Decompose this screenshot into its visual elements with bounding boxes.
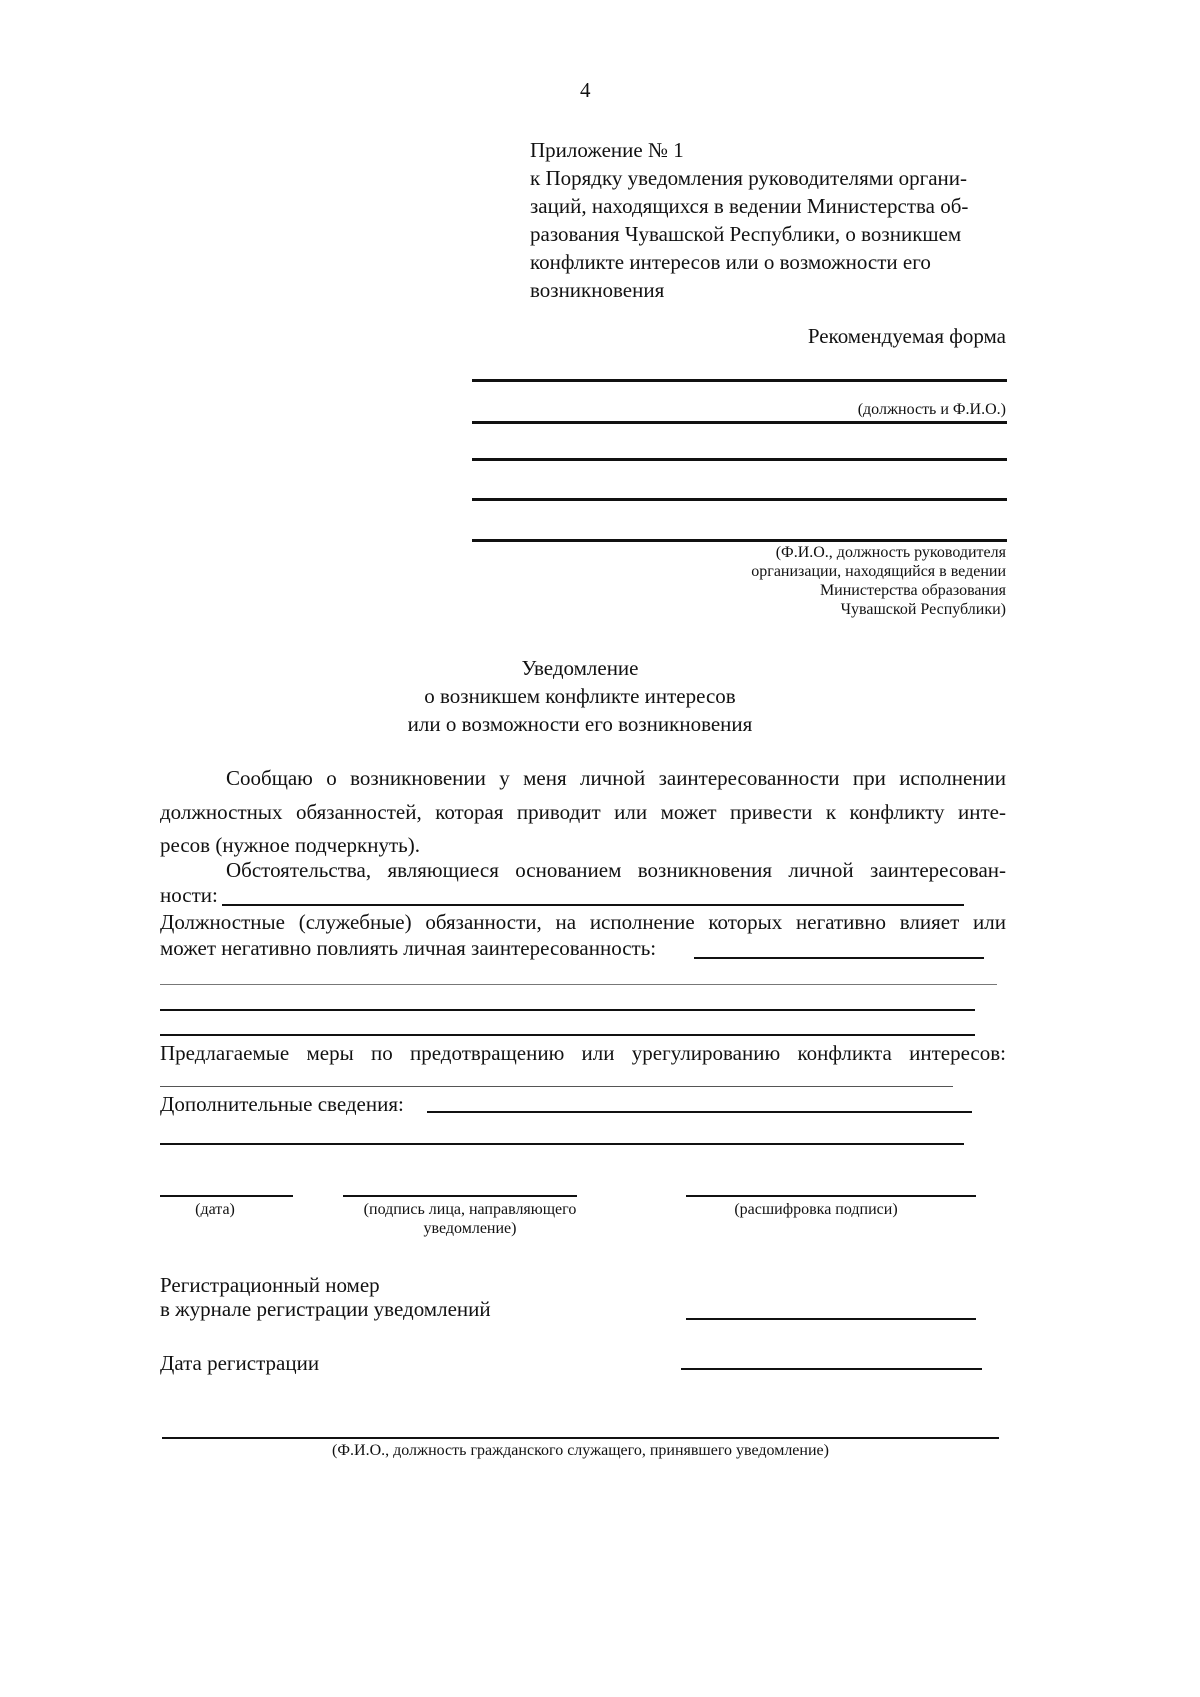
- sender-line-3: [472, 539, 1007, 542]
- registration-number-label: в журнале регистрации уведомлений: [160, 1297, 491, 1321]
- date-signature-line: [160, 1195, 293, 1197]
- title-line: или о возможности его возникновения: [407, 712, 753, 736]
- appendix-line: возникновения: [530, 278, 665, 302]
- appendix-line: разования Чувашской Республики, о возникшем: [530, 222, 962, 246]
- additional-fill-line-2: [160, 1143, 964, 1145]
- signature-line: [343, 1195, 577, 1197]
- appendix-header: [530, 136, 1010, 304]
- appendix-line: заций, находящихся в ведении Министерства об-: [530, 194, 969, 218]
- duties-fill-line-3: [160, 1009, 975, 1011]
- signature-caption-line: (подпись лица, направляющего: [363, 1201, 577, 1218]
- body-text: Обстоятельства, являющиеся основанием возникновения личной заинтересован-: [226, 858, 1006, 882]
- addressee-line-2: [472, 421, 1007, 424]
- sender-line-2: [472, 498, 1007, 501]
- registration-number-label: Регистрационный номер: [160, 1273, 380, 1297]
- title-line: Уведомление: [521, 656, 639, 680]
- measures-fill-line: [160, 1086, 953, 1087]
- page-number: 4: [580, 78, 591, 102]
- duties-fill-line: [694, 957, 984, 959]
- duties-fill-line-4: [160, 1034, 975, 1036]
- sender-line-1: [472, 458, 1007, 461]
- signature-caption-line: уведомление): [423, 1220, 517, 1237]
- body-text: ресов (нужное подчеркнуть).: [160, 833, 420, 857]
- title-line: о возникшем конфликте интересов: [424, 684, 736, 708]
- document-title: [380, 654, 780, 738]
- appendix-line: к Порядку уведомления руководителями органи-: [530, 166, 967, 190]
- date-caption: (дата): [195, 1201, 235, 1218]
- decode-caption: (расшифровка подписи): [734, 1201, 898, 1218]
- sender-caption-line: Чувашской Республики): [840, 601, 1006, 618]
- sender-caption-line: организации, находящийся в ведении: [751, 563, 1006, 580]
- sender-caption-line: Министерства образования: [819, 582, 1006, 599]
- body-text: может негативно повлиять личная заинтересованность:: [160, 936, 657, 960]
- circumstances-fill-line: [222, 904, 964, 906]
- decode-signature-line: [686, 1195, 976, 1197]
- body-text: Предлагаемые меры по предотвращению или урегулированию конфликта интересов:: [160, 1041, 1006, 1065]
- appendix-line: Приложение № 1: [530, 138, 684, 162]
- addressee-position-line: [472, 379, 1007, 382]
- body-text: Должностные (служебные) обязанности, на исполнение которых негативно влияет или: [160, 910, 1006, 934]
- registration-date-line: [681, 1368, 982, 1370]
- sender-caption: [650, 543, 1006, 619]
- sender-caption-line: (Ф.И.О., должность руководителя: [775, 544, 1006, 561]
- form-label: Рекомендуемая форма: [807, 324, 1006, 348]
- body-text: Сообщаю о возникновении у меня личной заинтересованности при исполнении: [226, 766, 1006, 790]
- body-text: должностных обязанностей, которая приводит или может привести к конфликту инте-: [160, 800, 1006, 824]
- registration-number-line: [686, 1318, 976, 1320]
- receiver-caption: (Ф.И.О., должность гражданского служащего, принявшего уведомление): [332, 1442, 829, 1459]
- body-text: Дополнительные сведения:: [160, 1092, 404, 1116]
- position-caption: (должность и Ф.И.О.): [857, 401, 1006, 418]
- body-text: ности:: [160, 883, 218, 907]
- registration-date-label: Дата регистрации: [160, 1351, 320, 1375]
- appendix-line: конфликте интересов или о возможности его: [530, 250, 931, 274]
- receiver-line: [162, 1437, 999, 1439]
- signature-caption: [330, 1200, 610, 1238]
- duties-fill-line-2: [160, 984, 997, 985]
- additional-fill-line: [427, 1111, 972, 1113]
